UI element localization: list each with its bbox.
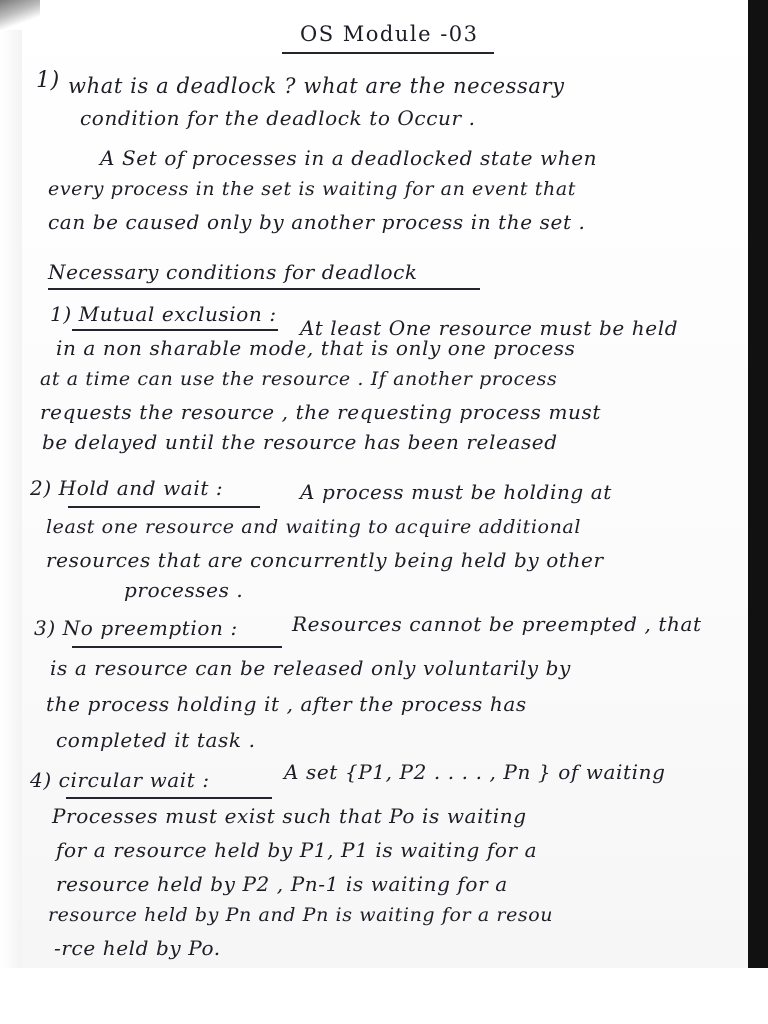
condition-1-line-1: At least One resource must be held xyxy=(300,316,679,340)
condition-4-underline xyxy=(66,797,272,799)
q1-answer-line-1: A Set of processes in a deadlocked state when xyxy=(100,146,598,170)
section-heading-underline xyxy=(48,288,480,290)
condition-1-line-5: be delayed until the resource has been released xyxy=(42,430,558,454)
condition-4-label: 4) circular wait : xyxy=(30,768,210,792)
condition-2-underline xyxy=(68,506,260,508)
condition-2-line-2: least one resource and waiting to acquire additional xyxy=(46,516,582,538)
condition-1-line-3: at a time can use the resource . If another process xyxy=(40,368,558,390)
condition-4-line-1: A set {P1, P2 . . . . , Pn } of waiting xyxy=(284,760,666,784)
q1-answer-line-3: can be caused only by another process in the set . xyxy=(48,210,586,234)
condition-2-line-3: resources that are concurrently being held by other xyxy=(46,548,604,572)
q1-question-line-1: what is a deadlock ? what are the necessary xyxy=(68,74,565,98)
condition-1-line-2: in a non sharable mode, that is only one process xyxy=(56,336,576,360)
condition-4-line-5: resource held by Pn and Pn is waiting for a resou xyxy=(48,904,554,926)
section-heading: Necessary conditions for deadlock xyxy=(48,260,418,284)
condition-3-line-1: Resources cannot be preempted , that xyxy=(292,612,702,636)
photo-left-margin xyxy=(0,0,22,970)
condition-2-label: 2) Hold and wait : xyxy=(30,476,224,500)
page-title: OS Module -03 xyxy=(300,22,479,46)
condition-4-line-4: resource held by P2 , Pn-1 is waiting for a xyxy=(56,872,508,896)
q1-number: 1) xyxy=(36,68,60,93)
photo-bottom-margin xyxy=(0,968,768,1024)
q1-answer-line-2: every process in the set is waiting for an event that xyxy=(48,178,577,200)
condition-4-line-2: Processes must exist such that Po is waiting xyxy=(52,804,527,828)
condition-1-line-4: requests the resource , the requesting process must xyxy=(40,400,602,424)
condition-1-underline xyxy=(72,329,278,331)
condition-4-line-6: -rce held by Po. xyxy=(54,936,221,960)
photo-right-edge xyxy=(748,0,768,970)
photo-top-left-shadow xyxy=(0,0,40,30)
q1-question-line-2: condition for the deadlock to Occur . xyxy=(80,106,476,130)
title-underline xyxy=(282,52,494,54)
condition-4-line-3: for a resource held by P1, P1 is waiting for a xyxy=(56,838,538,862)
condition-3-line-3: the process holding it , after the process has xyxy=(46,692,527,716)
condition-2-line-1: A process must be holding at xyxy=(300,480,612,504)
condition-3-underline xyxy=(72,646,282,648)
condition-3-line-2: is a resource can be released only voluntarily by xyxy=(50,656,571,680)
condition-3-line-4: completed it task . xyxy=(56,728,256,752)
condition-1-label: 1) Mutual exclusion : xyxy=(50,302,277,326)
condition-2-line-4: processes . xyxy=(124,578,244,602)
condition-3-label: 3) No preemption : xyxy=(34,616,238,640)
